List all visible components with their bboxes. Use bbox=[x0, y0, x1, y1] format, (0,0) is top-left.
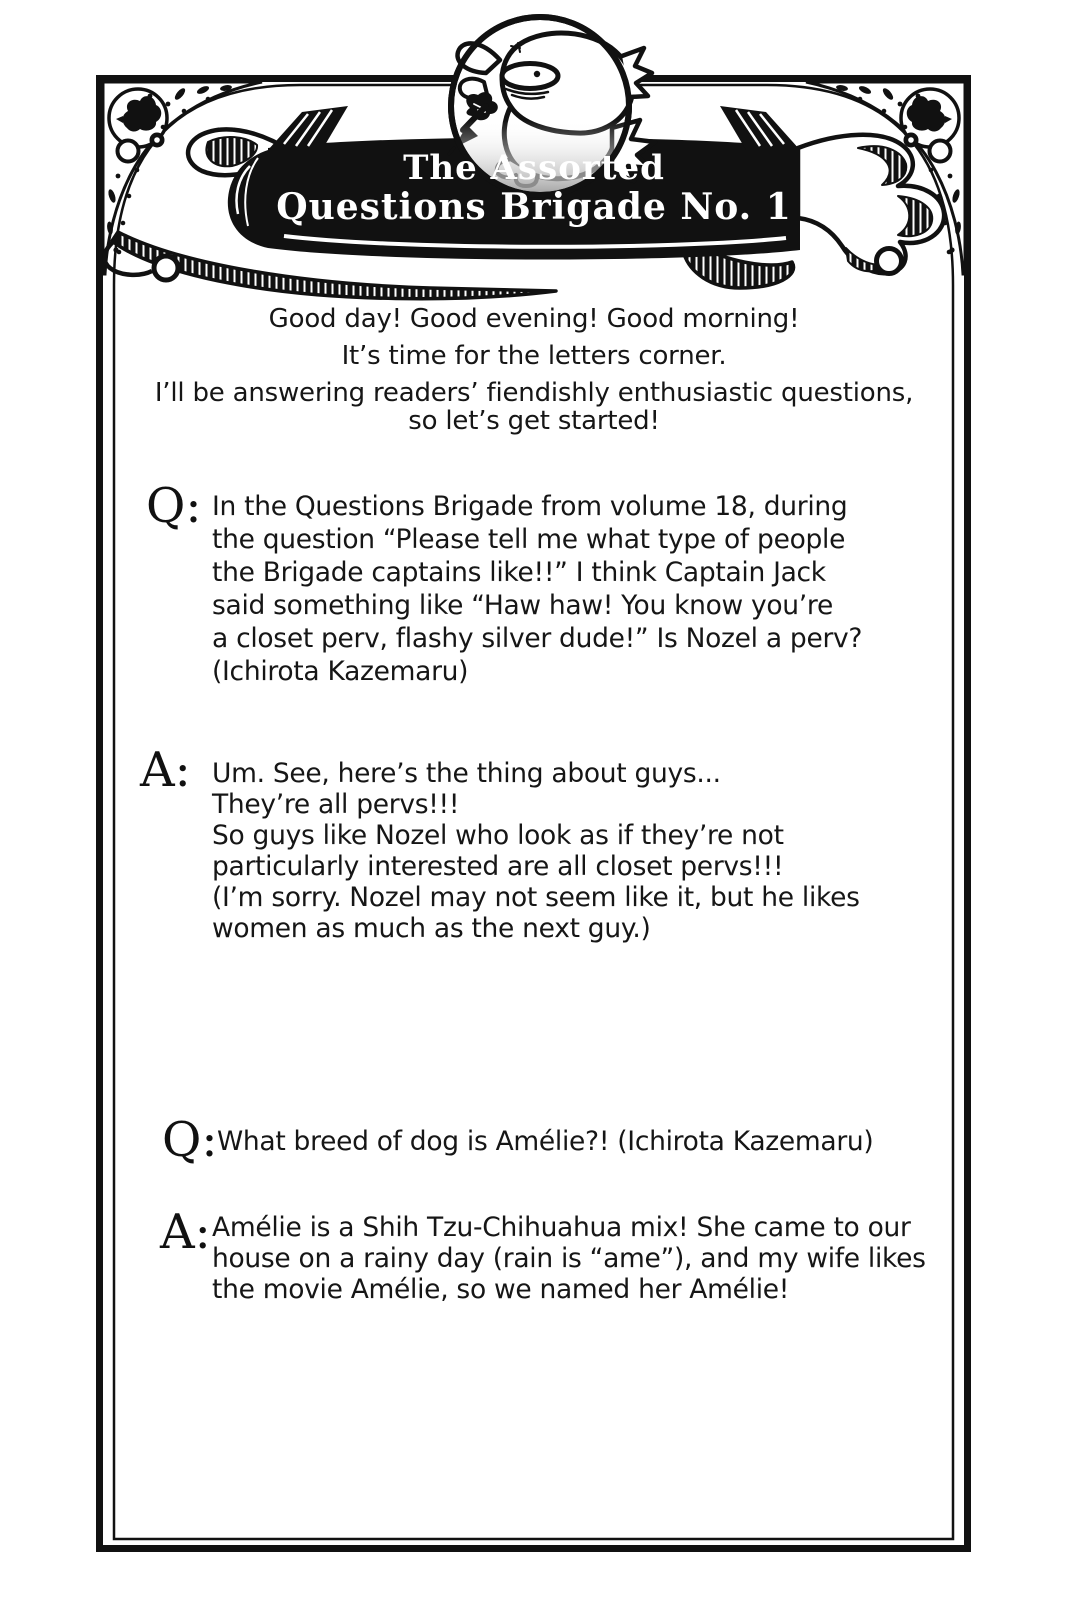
question1-attribution: (Ichirota Kazemaru) bbox=[212, 656, 469, 687]
answer1-label: A: bbox=[140, 742, 191, 798]
question1-label: Q: bbox=[146, 478, 202, 534]
answer1-line: (I’m sorry. Nozel may not seem like it, but he likes bbox=[212, 882, 860, 913]
question1-line: the question “Please tell me what type of people bbox=[212, 524, 846, 555]
intro-greeting-line: Good day! Good evening! Good morning! bbox=[268, 304, 800, 334]
answer2-line: Amélie is a Shih Tzu-Chihuahua mix! She came to our bbox=[212, 1212, 911, 1243]
answer2-line: the movie Amélie, so we named her Amélie! bbox=[212, 1274, 790, 1305]
answer1-text bbox=[212, 758, 860, 944]
banner-title-line2: Questions Brigade No. 1 bbox=[276, 186, 792, 228]
answer1-line: They’re all pervs!!! bbox=[212, 789, 460, 820]
question1-text bbox=[212, 490, 862, 688]
answer1-line: Um. See, here’s the thing about guys... bbox=[212, 758, 721, 789]
answer2-text bbox=[212, 1212, 926, 1305]
intro-letters-corner-line: It’s time for the letters corner. bbox=[341, 341, 727, 371]
answer1-line: particularly interested are all closet pervs!!! bbox=[212, 851, 784, 882]
question2-text bbox=[217, 1126, 873, 1157]
question2-label: Q: bbox=[162, 1112, 218, 1168]
question1-line: In the Questions Brigade from volume 18, during bbox=[212, 491, 848, 522]
question2-line: What breed of dog is Amélie?! (Ichirota Kazemaru) bbox=[217, 1126, 874, 1157]
answer1-line: women as much as the next guy.) bbox=[212, 913, 651, 944]
answer1-line: So guys like Nozel who look as if they’re not bbox=[212, 820, 784, 851]
question1-line: said something like “Haw haw! You know you’re bbox=[212, 590, 833, 621]
question1-line: the Brigade captains like!!” I think Captain Jack bbox=[212, 557, 826, 588]
question1-line: a closet perv, flashy silver dude!” Is Nozel a perv? bbox=[212, 623, 863, 654]
banner-title-line1: The Assorted bbox=[403, 148, 665, 188]
intro-get-started-line: so let’s get started! bbox=[408, 406, 660, 436]
intro-answering-line: I’ll be answering readers’ fiendishly enthusiastic questions, bbox=[154, 378, 914, 408]
answer2-label: A: bbox=[160, 1204, 211, 1260]
answer2-line: house on a rainy day (rain is “ame”), and my wife likes bbox=[212, 1243, 926, 1274]
